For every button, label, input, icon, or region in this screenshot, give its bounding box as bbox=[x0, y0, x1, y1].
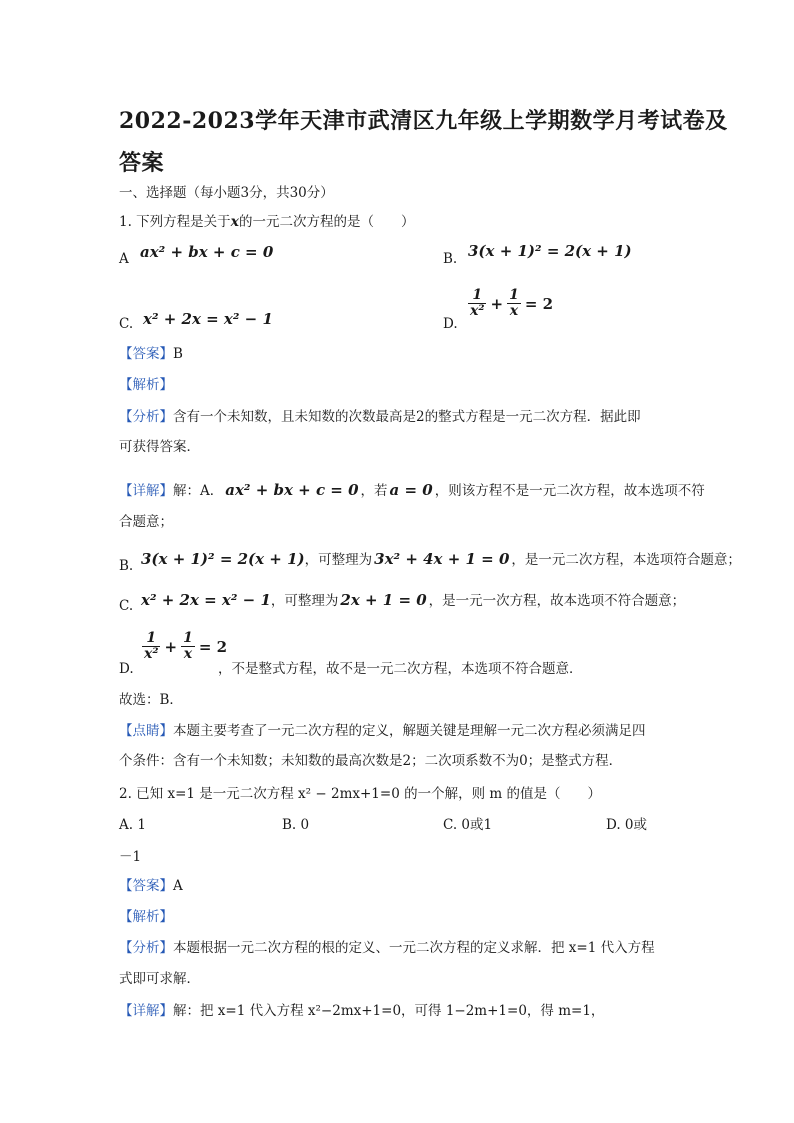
q1-fenxi-line1: 【分析】含有一个未知数，且未知数的次数最高是2的整式方程是一元二次方程．据此即 bbox=[119, 409, 641, 425]
q1-detail-d-label: D. bbox=[119, 661, 134, 677]
section-heading: 一、选择题（每小题3分，共30分） bbox=[119, 185, 334, 201]
formula: 3x² + 4x + 1 = 0 bbox=[374, 550, 510, 568]
q2-option-d: D. 0或 bbox=[606, 817, 648, 833]
formula: x² + 2x = x² − 1 bbox=[141, 591, 271, 609]
q1-option-b-formula: 3(x + 1)² = 2(x + 1) bbox=[468, 242, 632, 260]
fraction: $\frac{1}{\text{x²}}$ bbox=[470, 287, 485, 319]
q2-fenxi-line1: 【分析】本题根据一元二次方程的根的定义、一元二次方程的定义求解．把 x=1 代入方程 bbox=[119, 940, 655, 956]
q1-detail-d-text: ，不是整式方程，故不是一元二次方程，本选项不符合题意． bbox=[218, 661, 583, 677]
q1-option-c-label: C. bbox=[119, 316, 134, 332]
formula: a = 0 bbox=[389, 481, 433, 499]
answer-tag: 【答案】 bbox=[119, 878, 173, 894]
q2-detail-line1: 【详解】解：把 x=1 代入方程 x²−2mx+1=0，可得 1−2m+1=0，得 m=1， bbox=[119, 1003, 605, 1019]
q1-fenxi-line2: 可获得答案． bbox=[119, 439, 200, 455]
q2-stem: 2. 已知 x=1 是一元二次方程 x² − 2mx+1=0 的一个解，则 m 的值是（ ） bbox=[119, 786, 601, 802]
formula: 3(x + 1)² = 2(x + 1) bbox=[141, 550, 305, 568]
q1-answer: 【答案】B bbox=[119, 346, 183, 362]
q1-detail-d-formula: $\frac{1}{\text{x²}}$ + $\frac{1}{x}$ = 2 bbox=[144, 630, 228, 662]
q1-option-a-formula: ax² + bx + c = 0 bbox=[140, 243, 274, 261]
q2-option-a: A. 1 bbox=[119, 817, 146, 833]
q1-detail-c: x² + 2x = x² − 1 ，可整理为 2x + 1 = 0 ，是一元一次方程，故本选项不符合题意； bbox=[141, 591, 686, 609]
q1-dianjing-line1: 【点睛】本题主要考查了一元二次方程的定义，解题关键是理解一元二次方程必须满足四 bbox=[119, 723, 646, 739]
q1-detail-a-cont: 合题意； bbox=[119, 514, 173, 530]
q2-option-d-cont: －1 bbox=[119, 849, 142, 865]
q2-answer: 【答案】A bbox=[119, 878, 183, 894]
q1-analysis-tag: 【解析】 bbox=[119, 377, 173, 393]
q1-detail-b-label: B. bbox=[119, 558, 134, 574]
q1-option-d-formula: $\frac{1}{\text{x²}}$ + $\frac{1}{x}$ = 2 bbox=[470, 287, 554, 319]
q1-option-c-formula: x² + 2x = x² − 1 bbox=[143, 310, 273, 328]
q1-detail-c-label: C. bbox=[119, 598, 134, 614]
q1-stem-variable: x bbox=[230, 214, 240, 230]
formula: ax² + bx + c = 0 bbox=[225, 481, 359, 499]
q1-dianjing-line2: 个条件：含有一个未知数；未知数的最高次数是2；二次项系数不为0；是整式方程． bbox=[119, 753, 623, 769]
q1-option-b-label: B. bbox=[443, 251, 458, 267]
q2-analysis-tag: 【解析】 bbox=[119, 909, 173, 925]
fraction: $\frac{1}{\text{x²}}$ bbox=[144, 630, 159, 662]
q1-option-a-label: A bbox=[119, 251, 129, 267]
answer-tag: 【答案】 bbox=[119, 346, 173, 362]
q1-detail-b: 3(x + 1)² = 2(x + 1) ，可整理为 3x² + 4x + 1 = 0 ，是一元二次方程，本选项符合题意； bbox=[141, 550, 741, 568]
fraction: $\frac{1}{x}$ bbox=[183, 630, 193, 662]
q1-option-d-label: D. bbox=[443, 316, 458, 332]
document-title-line1: 2022-2023学年天津市武清区九年级上学期数学月考试卷及 bbox=[119, 108, 728, 134]
q1-detail-a: 【详解】 解：A． ax² + bx + c = 0 ，若 a = 0 ，则该方程不是一元二次方程，故本选项不符 bbox=[119, 481, 705, 499]
q2-option-c: C. 0或1 bbox=[443, 817, 493, 833]
q2-fenxi-line2: 式即可求解． bbox=[119, 971, 200, 987]
document-title-line2: 答案 bbox=[119, 150, 165, 176]
q1-stem: 1. 下列方程是关于x的一元二次方程的是（ ） bbox=[119, 214, 415, 230]
formula: 2x + 1 = 0 bbox=[340, 591, 427, 609]
fraction: $\frac{1}{x}$ bbox=[509, 287, 519, 319]
q1-choose: 故选：B． bbox=[119, 692, 183, 708]
q2-option-b: B. 0 bbox=[282, 817, 310, 833]
